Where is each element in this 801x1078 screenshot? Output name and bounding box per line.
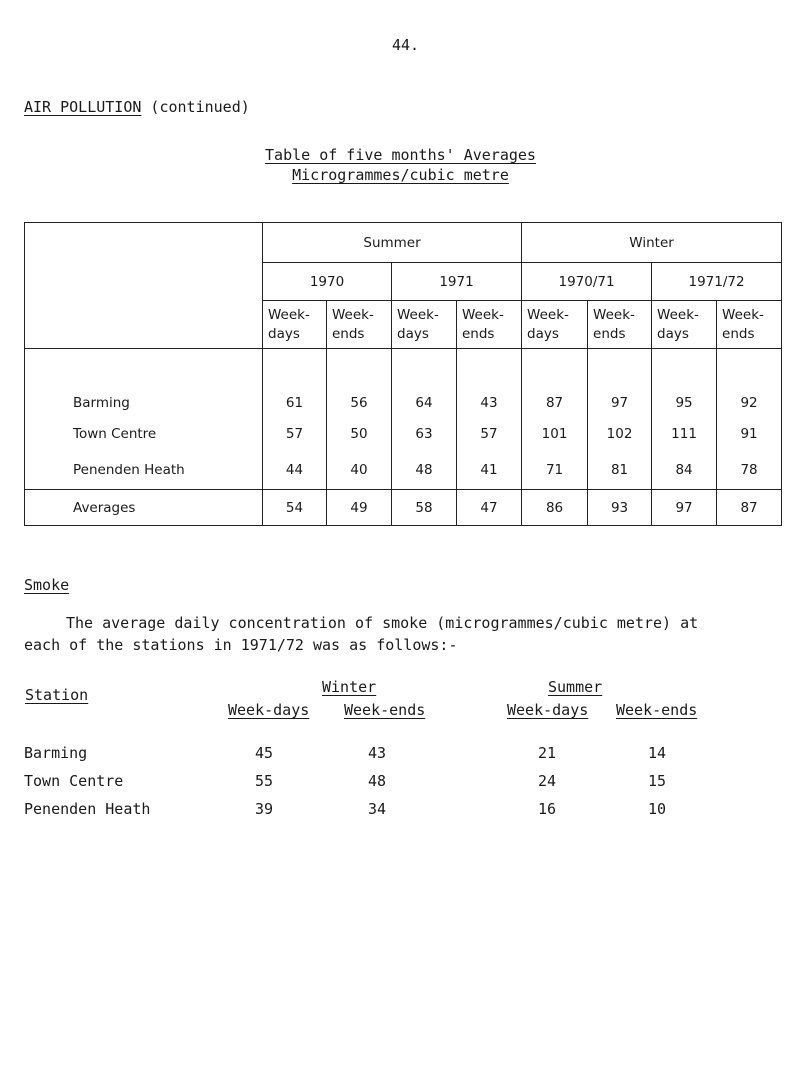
table-cell: 97: [588, 349, 652, 417]
smoke-value: 34: [367, 800, 387, 818]
summer-group-label: Summer: [548, 678, 603, 696]
average-cell: 93: [588, 490, 652, 526]
smoke-value: 16: [537, 800, 557, 818]
average-cell: 49: [327, 490, 392, 526]
station-name: Barming: [25, 349, 263, 417]
average-cell: 54: [263, 490, 327, 526]
column-label: Week-ends: [344, 701, 426, 719]
smoke-value: 15: [647, 772, 667, 790]
season-header: Winter: [522, 223, 782, 263]
winter-group-label: Winter: [322, 678, 377, 696]
smoke-station-name: Barming: [24, 744, 88, 762]
table-cell: 50: [327, 417, 392, 452]
table-subtitle: Microgrammes/cubic metre: [292, 166, 509, 184]
table-title: Table of five months' Averages: [265, 146, 536, 164]
smoke-value: 48: [367, 772, 387, 790]
day-type-header: Week-ends: [588, 301, 652, 349]
table-cell: 57: [263, 417, 327, 452]
table-cell: 63: [392, 417, 457, 452]
table-corner: [25, 223, 263, 349]
table-row: [25, 452, 782, 490]
station-column-label: Station: [25, 686, 89, 704]
smoke-value: 43: [367, 744, 387, 762]
year-header: 1971: [392, 263, 522, 301]
day-type-header: Week-days: [263, 301, 327, 349]
table-cell: 101: [522, 417, 588, 452]
average-cell: 97: [652, 490, 717, 526]
averages-table: [24, 222, 782, 526]
smoke-value: 24: [537, 772, 557, 790]
day-type-header: Week-ends: [327, 301, 392, 349]
smoke-paragraph-line-2: each of the stations in 1971/72 was as follows:-: [24, 636, 458, 654]
table-cell: 95: [652, 349, 717, 417]
table-row: [25, 417, 782, 452]
average-cell: 47: [457, 490, 522, 526]
average-cell: 86: [522, 490, 588, 526]
table-cell: 81: [588, 452, 652, 490]
column-label: Week-days: [507, 701, 589, 719]
day-type-header: Week-days: [522, 301, 588, 349]
day-type-header: Week-days: [652, 301, 717, 349]
year-header: 1970: [263, 263, 392, 301]
averages-row: [25, 490, 782, 526]
smoke-value: 55: [254, 772, 274, 790]
smoke-value: 21: [537, 744, 557, 762]
section-title: AIR POLLUTION: [24, 98, 142, 116]
table-cell: 56: [327, 349, 392, 417]
smoke-value: 10: [647, 800, 667, 818]
table-cell: 44: [263, 452, 327, 490]
section-heading: [24, 98, 250, 116]
table-cell: 57: [457, 417, 522, 452]
table-cell: 91: [717, 417, 782, 452]
average-cell: 87: [717, 490, 782, 526]
smoke-value: 39: [254, 800, 274, 818]
averages-label: Averages: [25, 490, 263, 526]
smoke-heading: Smoke: [24, 576, 70, 594]
section-suffix: (continued): [141, 98, 250, 116]
table-cell: 43: [457, 349, 522, 417]
season-header: Summer: [263, 223, 522, 263]
day-type-header: Week-ends: [457, 301, 522, 349]
smoke-value: 45: [254, 744, 274, 762]
table-cell: 111: [652, 417, 717, 452]
smoke-station-name: Penenden Heath: [24, 800, 151, 818]
table-cell: 78: [717, 452, 782, 490]
year-header: 1971/72: [652, 263, 782, 301]
table-cell: 92: [717, 349, 782, 417]
station-name: Penenden Heath: [25, 452, 263, 490]
table-cell: 64: [392, 349, 457, 417]
table-row: [25, 349, 782, 417]
table-cell: 48: [392, 452, 457, 490]
table-cell: 61: [263, 349, 327, 417]
year-header: 1970/71: [522, 263, 652, 301]
table-cell: 41: [457, 452, 522, 490]
smoke-value: 14: [647, 744, 667, 762]
table-cell: 71: [522, 452, 588, 490]
day-type-header: Week-days: [392, 301, 457, 349]
smoke-paragraph-line-1: The average daily concentration of smoke (microgrammes/cubic metre) at: [66, 614, 699, 632]
table-cell: 102: [588, 417, 652, 452]
table-cell: 87: [522, 349, 588, 417]
table-cell: 84: [652, 452, 717, 490]
page-number: 44.: [392, 36, 420, 54]
column-label: Week-ends: [616, 701, 698, 719]
table-cell: 40: [327, 452, 392, 490]
average-cell: 58: [392, 490, 457, 526]
station-name: Town Centre: [25, 417, 263, 452]
day-type-header: Week-ends: [717, 301, 782, 349]
column-label: Week-days: [228, 701, 310, 719]
smoke-station-name: Town Centre: [24, 772, 124, 790]
